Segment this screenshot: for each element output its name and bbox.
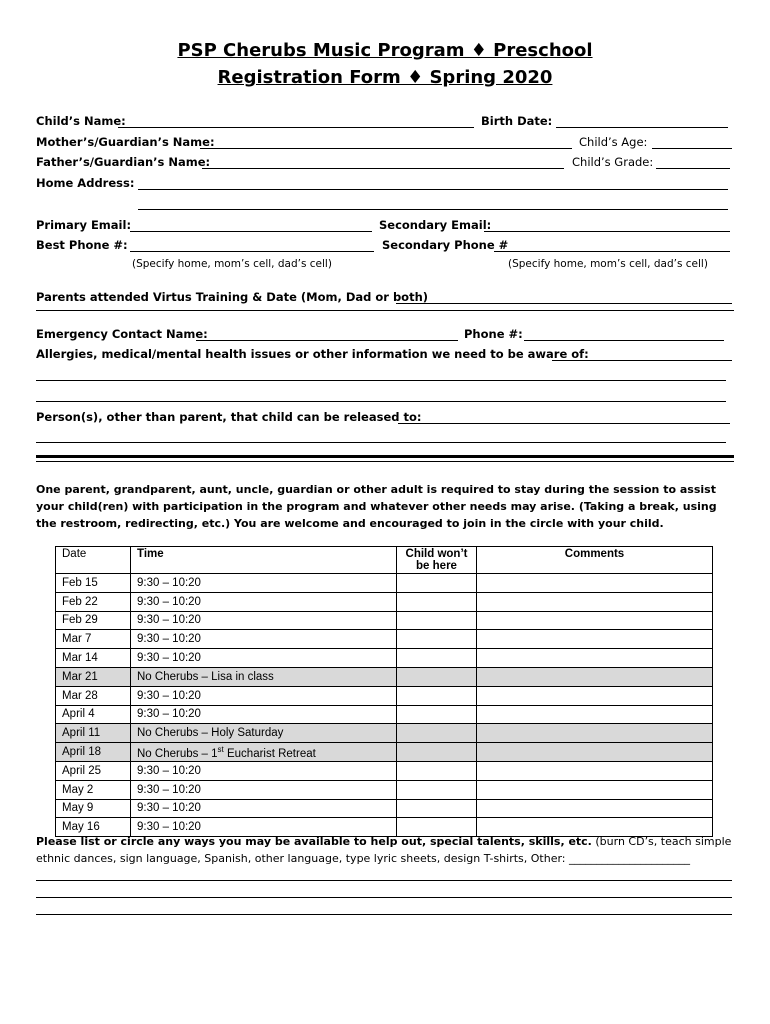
comments-cell[interactable] <box>477 574 713 593</box>
date-cell: May 9 <box>56 799 131 818</box>
virtus-label: Parents attended Virtus Training & Date (Mom, Dad or both) <box>36 290 429 304</box>
child-age-field[interactable] <box>652 148 732 149</box>
help-field-3[interactable] <box>36 914 732 915</box>
comments-cell[interactable] <box>477 667 713 686</box>
date-cell: Mar 28 <box>56 686 131 705</box>
emergency-phone-field[interactable] <box>524 340 724 341</box>
absent-checkbox-cell[interactable] <box>397 592 477 611</box>
date-cell: Mar 21 <box>56 667 131 686</box>
section-divider <box>36 310 734 311</box>
attendance-paragraph: One parent, grandparent, aunt, uncle, guardian or other adult is required to stay during the session to assist your child(ren) with participation in the program and whatever other needs may arise. (Taking a break, using the restroom, redirecting, etc.) You are welcome and encouraged to join in the circle with your child. <box>36 483 717 530</box>
father-name-label: Father’s/Guardian’s Name: <box>36 155 211 169</box>
date-cell: Mar 7 <box>56 630 131 649</box>
secondary-email-field[interactable] <box>484 231 730 232</box>
help-rest: (burn CD’s, teach simple ethnic dances, sign language, Spanish, other language, type lyric sheets, design T-shirts, Other: ______________________ <box>36 835 732 865</box>
primary-email-field[interactable] <box>130 231 372 232</box>
comments-cell[interactable] <box>477 799 713 818</box>
secondary-phone-label: Secondary Phone # <box>382 238 509 252</box>
allergies-field-3[interactable] <box>36 401 726 402</box>
help-field-2[interactable] <box>36 897 732 898</box>
date-cell: May 2 <box>56 780 131 799</box>
time-cell: 9:30 – 10:20 <box>131 686 397 705</box>
table-row <box>56 799 713 818</box>
date-cell: Feb 29 <box>56 611 131 630</box>
absent-checkbox-cell[interactable] <box>397 743 477 762</box>
table-row <box>56 649 713 668</box>
absent-checkbox-cell[interactable] <box>397 780 477 799</box>
table-row <box>56 574 713 593</box>
form-title: PSP Cherubs Music Program ♦ Preschool <box>177 40 593 61</box>
time-cell: 9:30 – 10:20 <box>131 630 397 649</box>
table-row <box>56 592 713 611</box>
absent-checkbox-cell[interactable] <box>397 611 477 630</box>
thick-divider <box>36 455 734 458</box>
time-cell: 9:30 – 10:20 <box>131 818 397 837</box>
table-row <box>56 705 713 724</box>
header-absent: Child won’t be here <box>397 547 477 574</box>
child-age-label: Child’s Age: <box>579 135 648 149</box>
table-row <box>56 611 713 630</box>
absent-checkbox-cell[interactable] <box>397 761 477 780</box>
absent-checkbox-cell[interactable] <box>397 724 477 743</box>
emergency-phone-label: Phone #: <box>464 327 523 341</box>
schedule-table <box>55 546 713 837</box>
time-cell: No Cherubs – Lisa in class <box>131 667 397 686</box>
help-paragraph <box>36 833 736 867</box>
release-label: Person(s), other than parent, that child can be released to: <box>36 410 422 424</box>
virtus-field[interactable] <box>396 303 732 304</box>
comments-cell[interactable] <box>477 592 713 611</box>
time-cell: 9:30 – 10:20 <box>131 649 397 668</box>
home-address-field-1[interactable] <box>138 189 728 190</box>
table-row <box>56 686 713 705</box>
date-cell: April 25 <box>56 761 131 780</box>
help-field-1[interactable] <box>36 880 732 881</box>
table-row <box>56 761 713 780</box>
release-field-2[interactable] <box>36 442 726 443</box>
best-phone-note: (Specify home, mom’s cell, dad’s cell) <box>132 258 332 270</box>
emergency-contact-label: Emergency Contact Name: <box>36 327 208 341</box>
home-address-label: Home Address: <box>36 176 135 190</box>
table-row <box>56 630 713 649</box>
allergies-field[interactable] <box>552 360 732 361</box>
child-grade-field[interactable] <box>656 168 730 169</box>
best-phone-field[interactable] <box>130 251 374 252</box>
time-cell: 9:30 – 10:20 <box>131 592 397 611</box>
date-cell: May 16 <box>56 818 131 837</box>
header-time: Time <box>131 547 397 574</box>
child-name-field[interactable] <box>118 127 474 128</box>
comments-cell[interactable] <box>477 743 713 762</box>
best-phone-label: Best Phone #: <box>36 238 128 252</box>
comments-cell[interactable] <box>477 780 713 799</box>
time-cell: 9:30 – 10:20 <box>131 574 397 593</box>
absent-checkbox-cell[interactable] <box>397 799 477 818</box>
date-cell: April 11 <box>56 724 131 743</box>
comments-cell[interactable] <box>477 611 713 630</box>
date-cell: Feb 22 <box>56 592 131 611</box>
time-cell: 9:30 – 10:20 <box>131 611 397 630</box>
absent-checkbox-cell[interactable] <box>397 667 477 686</box>
absent-checkbox-cell[interactable] <box>397 705 477 724</box>
form-subtitle: Registration Form ♦ Spring 2020 <box>217 67 553 88</box>
thin-divider <box>36 461 734 462</box>
header-comments: Comments <box>477 547 713 574</box>
absent-checkbox-cell[interactable] <box>397 649 477 668</box>
absent-checkbox-cell[interactable] <box>397 686 477 705</box>
date-cell: April 18 <box>56 743 131 762</box>
comments-cell[interactable] <box>477 705 713 724</box>
father-name-field[interactable] <box>202 168 564 169</box>
comments-cell[interactable] <box>477 649 713 668</box>
table-row <box>56 780 713 799</box>
allergies-label: Allergies, medical/mental health issues or other information we need to be aware of: <box>36 347 589 361</box>
absent-checkbox-cell[interactable] <box>397 630 477 649</box>
date-cell: Feb 15 <box>56 574 131 593</box>
release-field[interactable] <box>398 423 730 424</box>
header-date: Date <box>56 547 131 574</box>
comments-cell[interactable] <box>477 761 713 780</box>
table-row <box>56 724 713 743</box>
comments-cell[interactable] <box>477 724 713 743</box>
time-cell: No Cherubs – 1st Eucharist Retreat <box>131 743 397 762</box>
help-bold: Please list or circle any ways you may be available to help out, special talents, skills, etc. <box>36 835 592 848</box>
birth-date-label: Birth Date: <box>481 114 553 128</box>
home-address-field-2[interactable] <box>138 209 728 210</box>
child-grade-label: Child’s Grade: <box>572 155 654 169</box>
child-name-label: Child’s Name: <box>36 114 126 128</box>
table-row <box>56 743 713 762</box>
comments-cell[interactable] <box>477 686 713 705</box>
date-cell: April 4 <box>56 705 131 724</box>
allergies-field-2[interactable] <box>36 380 726 381</box>
emergency-contact-field[interactable] <box>196 340 458 341</box>
secondary-email-label: Secondary Email: <box>379 218 492 232</box>
comments-cell[interactable] <box>477 630 713 649</box>
time-cell: No Cherubs – Holy Saturday <box>131 724 397 743</box>
absent-checkbox-cell[interactable] <box>397 574 477 593</box>
secondary-phone-field[interactable] <box>494 251 730 252</box>
time-cell: 9:30 – 10:20 <box>131 799 397 818</box>
time-cell: 9:30 – 10:20 <box>131 780 397 799</box>
birth-date-field[interactable] <box>556 127 728 128</box>
mother-name-field[interactable] <box>200 148 572 149</box>
time-cell: 9:30 – 10:20 <box>131 761 397 780</box>
table-row <box>56 667 713 686</box>
primary-email-label: Primary Email: <box>36 218 132 232</box>
time-cell: 9:30 – 10:20 <box>131 705 397 724</box>
secondary-phone-note: (Specify home, mom’s cell, dad’s cell) <box>508 258 708 270</box>
date-cell: Mar 14 <box>56 649 131 668</box>
mother-name-label: Mother’s/Guardian’s Name: <box>36 135 215 149</box>
